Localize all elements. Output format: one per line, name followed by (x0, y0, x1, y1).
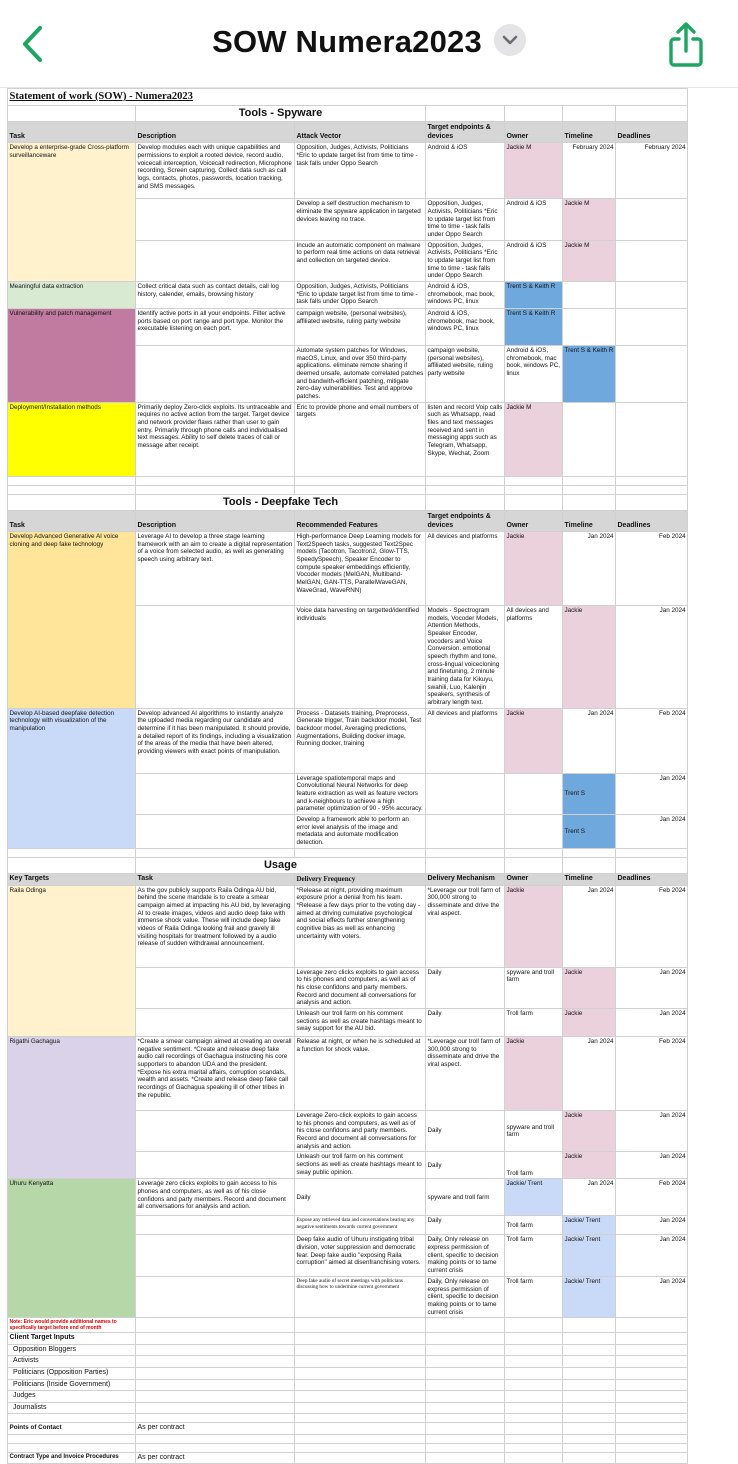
column-header: Owner (505, 511, 563, 532)
note-cell[interactable]: Note: Eric would provide additional names to specifically target before end of month (8, 1318, 136, 1333)
cell-features[interactable]: Process - Datasets training, Preprocess, Generate trigger, Train backdoor model, Test backdoor model, Averaging predictions, Augmentations, Building docker image, Running docker, training (295, 708, 426, 773)
cell-targets[interactable]: Models - Spectrogram models, Vocoder Models, Attention Methods, Speaker Encoder, vocoders and Voice Conversion. emotional speech rhythm and tone, cross-lingual voicecloning and finetuning, 2 minute training data for Kikuyu, swahili, Luo, Kalenjin speakers, synthesis of arbitrary length text. (426, 606, 505, 709)
cell-timeline[interactable]: Jackie (563, 606, 616, 709)
cell-task[interactable]: As the gov publicly supports Raila Odinga AU bid, behind the scene mandate is to create a smear campaign aimed at impacting his AU bid, by leveraging AI to create images, videos and audio deep fake with immense shock value. These will include deep fake videos of Raila Odinga looking frail and gravely ill visiting hospitals for treatment followed by a audio release of sudden withdrawal announcement. (136, 885, 295, 967)
cell-deadline[interactable]: February 2024 (616, 143, 688, 199)
cell-frequency[interactable]: Leverage zero clicks exploits to gain access to his phones and computers, as well as of his close confidons and party members. Record and document all conversations for analysis and action. (295, 967, 426, 1008)
cell-timeline[interactable]: Jackie (563, 967, 616, 1008)
share-button[interactable] (666, 22, 706, 68)
cell-timeline[interactable]: Jan 2024 (563, 1179, 616, 1216)
cell-owner[interactable]: Jackie (505, 708, 563, 773)
list-item[interactable]: Judges (8, 1391, 136, 1403)
cell-description[interactable]: Develop modules each with unique capabilities and permissions to exploit a rooted device, record audio, voicecall interception, Voicecall redirection, Microphone recording, Screen capturing. Collect data such as call logs, contacts, photos, passwords, location tracking, and SMS messages. (136, 143, 295, 199)
cell-owner[interactable]: Jackie (505, 532, 563, 606)
cell-target[interactable]: Raila Odinga (8, 885, 136, 1036)
cell-deadline[interactable]: Jan 2024 (616, 1276, 688, 1317)
cell-timeline[interactable]: Jackie M (563, 199, 616, 240)
cell-timeline[interactable]: Jackie M (563, 240, 616, 281)
cell-frequency[interactable]: Deep fake audio of secret meetings with politicians discussing how to undermine current government (295, 1276, 426, 1317)
contract-type-label: Contract Type and Invoice Procedures (8, 1452, 136, 1464)
column-header: Task (8, 122, 136, 143)
column-header: Timeline (563, 511, 616, 532)
cell-owner[interactable]: All devices and platforms (505, 606, 563, 709)
cell-owner[interactable]: Jackie/ Trent (505, 1179, 563, 1216)
cell-timeline[interactable]: Jackie/ Trent (563, 1276, 616, 1317)
cell-deadline[interactable]: Jan 2024 (616, 967, 688, 1008)
cell-mechanism[interactable]: Daily (426, 1152, 505, 1179)
column-header: Attack Vector (295, 122, 426, 143)
cell-mechanism[interactable]: Daily (426, 967, 505, 1008)
cell-owner[interactable]: Troll farm (505, 1216, 563, 1235)
cell-mechanism[interactable]: Daily (426, 1216, 505, 1235)
cell-deadline[interactable]: Jan 2024 (616, 1009, 688, 1037)
cell-target[interactable]: Rigathi Gachagua (8, 1037, 136, 1179)
list-item[interactable]: Politicians (Inside Government) (8, 1379, 136, 1391)
table-row (8, 532, 688, 606)
table-row (8, 885, 688, 967)
column-header: Deadlines (616, 122, 688, 143)
contract-type-value[interactable]: As per contract (136, 1452, 295, 1464)
cell-task[interactable]: Meaningful data extraction (8, 281, 136, 308)
column-header: Description (136, 122, 295, 143)
cell-owner[interactable]: Jackie (505, 885, 563, 967)
table-row (8, 708, 688, 773)
cell-owner[interactable]: spyware and troll farm (505, 967, 563, 1008)
cell-task[interactable]: Leverage zero clicks exploits to gain access to his phones and computers, as well as of his close confidons and party members. Record and document all conversations for analysis and action. (136, 1179, 295, 1216)
cell-timeline[interactable]: Trent S & Keith R (563, 345, 616, 402)
cell-targets[interactable]: Opposition, Judges, Activists, Politicians *Eric to update target list from time to time - task falls under Oppo Search (426, 240, 505, 281)
cell-timeline[interactable]: Jackie/ Trent (563, 1235, 616, 1276)
table-row (8, 143, 688, 199)
section-title-deepfake: Tools - Deepfake Tech (136, 494, 426, 510)
section-title-spyware: Tools - Spyware (136, 105, 426, 121)
cell-owner[interactable]: Jackie M (505, 402, 563, 476)
spreadsheet[interactable] (7, 88, 687, 1464)
cell-task[interactable]: Develop Advanced Generative AI voice cloning and deep fake technology (8, 532, 136, 709)
cell-frequency[interactable]: Daily (295, 1179, 426, 1216)
table-row (8, 308, 688, 345)
cell-owner[interactable]: Android & iOS, chromebook, mac book, windows PC, linux (505, 345, 563, 402)
cell-description[interactable]: Collect critical data such as contact details, call log history, calender, emails, browsing history (136, 281, 295, 308)
cell-targets[interactable]: Android & iOS, chromebook, mac book, windows PC, linux (426, 308, 505, 345)
column-header: Task (8, 511, 136, 532)
top-bar (0, 0, 738, 88)
cell-targets[interactable]: campaign website, (personal websites), affiliated website, ruling party website (426, 345, 505, 402)
chevron-down-icon (502, 34, 518, 46)
column-header: Delivery Frequency (295, 874, 426, 886)
cell-targets[interactable]: All devices and platforms (426, 708, 505, 773)
cell-deadline[interactable]: Feb 2024 (616, 1037, 688, 1111)
cell-deadline[interactable]: Jan 2024 (616, 773, 688, 814)
cell-features[interactable]: Leverage spatiotemporal maps and Convolutional Neural Networks for deep feature extraction as well as feature vectors and k-neighbours to achieve a high parameter optimization of 90 - 95% accuracy. (295, 773, 426, 814)
cell-features[interactable]: Voice data harvesting on targetted/identified individuals (295, 606, 426, 709)
cell-vector[interactable]: Develop a self destruction mechanism to eliminate the spyware application in targeted devices leaving no trace. (295, 199, 426, 240)
cell-vector[interactable]: Opposition, Judges, Activists, Politicians *Eric to update target list from time to time - task falls under Oppo Search (295, 281, 426, 308)
cell-deadline[interactable]: Jan 2024 (616, 1152, 688, 1179)
cell-frequency[interactable]: Unleash our troll farm on his comment sections as well as create hashtags meant to sway support for the AU bid. (295, 1009, 426, 1037)
cell-vector[interactable]: Incude an automatic component on malware to perform real time actions on data retrieval and collection on targeted device. (295, 240, 426, 281)
cell-targets[interactable]: Opposition, Judges, Activists, Politicians *Eric to update target list from time to time - task falls under Oppo Search (426, 199, 505, 240)
cell-owner[interactable]: Android & iOS (505, 199, 563, 240)
cell-owner[interactable]: Troll farm (505, 1152, 563, 1179)
column-header: Description (136, 511, 295, 532)
cell-description[interactable]: Primarily deploy Zero-click exploits. Its untraceable and requires no active action from the target. Target device and network provider flaws rather than user to gain entry. Primarily through phone calls and individualised text messages. Ability to self delete traces of call or message after receipt. (136, 402, 295, 476)
cell-owner[interactable]: Jackie M (505, 143, 563, 199)
column-header: Recommended Features (295, 511, 426, 532)
cell-owner[interactable]: spyware and troll farm (505, 1111, 563, 1152)
list-item[interactable]: Activists (8, 1356, 136, 1368)
cell-deadline[interactable]: Jan 2024 (616, 815, 688, 849)
cell-description[interactable]: Develop advanced AI algorithms to instantly analyze the uploaded media regarding our candidate and determine if it has been manipulated. It should provide, a detailed report of its findings, including a visualization of the areas of the media that have been altered, providing viewers with exact points of manipulation. (136, 708, 295, 773)
cell-timeline[interactable]: Jackie (563, 1111, 616, 1152)
cell-owner[interactable]: Trent S & Keith R (505, 308, 563, 345)
cell-timeline[interactable]: Jackie/ Trent (563, 1216, 616, 1235)
column-header: Delivery Mechanism (426, 874, 505, 886)
column-header: Owner (505, 874, 563, 886)
cell-frequency[interactable]: Expose any retrieved data and conversations bearing any negative sentiments towards current government (295, 1216, 426, 1235)
cell-vector[interactable]: campaign website, (personal websites), affiliated website, ruling party website (295, 308, 426, 345)
client-inputs-heading: Client Target Inputs (8, 1333, 136, 1345)
cell-deadline[interactable]: Jan 2024 (616, 1111, 688, 1152)
cell-mechanism[interactable]: *Leverage our troll farm of 300,000 strong to disseminate and drive the viral aspect. (426, 1037, 505, 1111)
list-item[interactable]: Journalists (8, 1402, 136, 1414)
cell-task[interactable]: Vulnerability and patch management (8, 308, 136, 402)
column-header: Deadlines (616, 511, 688, 532)
cell-owner[interactable]: Jackie (505, 1037, 563, 1111)
cell-targets[interactable]: listen and record Voip calls such as Whatsapp, read files and text messages received and sent in messaging apps such as Telegram, Whatsapp, Skype, Wechat, Zoom (426, 402, 505, 476)
cell-targets[interactable]: Android & iOS, chromebook, mac book, windows PC, linux (426, 281, 505, 308)
column-header: Target endpoints & devices (426, 511, 505, 532)
column-header: Deadlines (616, 874, 688, 886)
points-of-contact-label: Points of Contact (8, 1423, 136, 1435)
cell-timeline[interactable]: Trent S (563, 815, 616, 849)
cell-task[interactable]: Develop AI-based deepfake detection technology with visualization of the manipulation (8, 708, 136, 848)
cell-owner[interactable]: Troll farm (505, 1235, 563, 1276)
cell-mechanism[interactable]: Daily (426, 1111, 505, 1152)
title-menu-button[interactable] (494, 24, 526, 56)
section-title-usage: Usage (136, 857, 426, 873)
cell-deadline[interactable]: Jan 2024 (616, 1216, 688, 1235)
column-header: Owner (505, 122, 563, 143)
cell-targets[interactable]: Android & iOS (426, 143, 505, 199)
sow-title: Statement of work (SOW) - Numera2023 (8, 89, 688, 106)
cell-features[interactable]: Develop a framework able to perform an error level analysis of the image and metadata and automate modification detection. (295, 815, 426, 849)
cell-owner[interactable]: Troll farm (505, 1009, 563, 1037)
cell-deadline[interactable]: Jan 2024 (616, 606, 688, 709)
cell-deadline[interactable]: Feb 2024 (616, 885, 688, 967)
cell-owner[interactable]: Troll farm (505, 1276, 563, 1317)
cell-mechanism[interactable]: Daily (426, 1009, 505, 1037)
cell-vector[interactable]: Opposition, Judges, Activists, Politicians *Eric to update target list from time to time - task falls under Oppo Search (295, 143, 426, 199)
column-header: Target endpoints & devices (426, 122, 505, 143)
cell-description[interactable]: Identify active ports in all your endpoints. Filter active ports based on port range and port type. Monitor the executable listening on each port. (136, 308, 295, 345)
cell-task[interactable]: *Create a smear campaign aimed at creating an overall negative sentiment. *Create and release deep fake audio call recordings of Gachagua instructing his core supporters to abandon UDA and the president. *Expose his extra marital affairs, corruption scandals, wealth and assets. *Create and release deep fake call recordings of Gachagua speaking ill of other tribes in the republic. (136, 1037, 295, 1111)
cell-frequency[interactable]: Deep fake audio of Uhuru instigating tribal division, voter suppression and democratic fear. Deep fake audio "exposing Raila corruption" aimed at disenfranchising voters. (295, 1235, 426, 1276)
cell-deadline[interactable]: Feb 2024 (616, 532, 688, 606)
cell-mechanism[interactable]: Daily, Only release on express permission of client, specific to decision making points or to tame current crisis (426, 1235, 505, 1276)
column-header: Timeline (563, 874, 616, 886)
cell-deadline[interactable]: Jan 2024 (616, 1235, 688, 1276)
cell-mechanism[interactable]: *Leverage our troll farm of 300,000 strong to disseminate and drive the viral aspect. (426, 885, 505, 967)
column-header: Timeline (563, 122, 616, 143)
table-row (8, 1318, 688, 1333)
cell-vector[interactable]: Automate system patches for Windows, macOS, Linux, and over 350 third-party applications. eliminate remote sharing if deemed unsafe, automate correlated patches and bandwith-efficient patching, mitigate zero-day vulnerabilities. Test and approve patches. (295, 345, 426, 402)
table-row (8, 1037, 688, 1111)
cell-timeline[interactable]: February 2024 (563, 143, 616, 199)
list-item[interactable]: Opposition Bloggers (8, 1344, 136, 1356)
cell-owner[interactable]: Trent S & Keith R (505, 281, 563, 308)
cell-deadline[interactable]: Feb 2024 (616, 1179, 688, 1216)
column-header: Task (136, 874, 295, 886)
table-row (8, 1179, 688, 1216)
cell-frequency[interactable]: *Release at night, providing maximum exposure prior a denial from his team. *Release a few days prior to the voting day - aimed at driving cumulative psychological and social effects further strengthening cognitive bias as well as enhancing uncertainty with voters. (295, 885, 426, 967)
cell-task[interactable]: Deployment/Installation methods (8, 402, 136, 476)
cell-mechanism[interactable]: Daily, Only release on express permission of client, specific to decision making points or to tame current crisis (426, 1276, 505, 1317)
list-item[interactable]: Politicians (Opposition Parties) (8, 1367, 136, 1379)
document-title: SOW Numera2023 (212, 24, 482, 59)
cell-targets[interactable]: All devices and platforms (426, 532, 505, 606)
cell-frequency[interactable]: Release at night, or when he is scheduled at a function for shock value. (295, 1037, 426, 1111)
cell-task[interactable]: Develop a enterprise-grade Cross-platform surveillanceware (8, 143, 136, 282)
cell-features[interactable]: High-performance Deep Learning models for Text2Speech tasks, suggested Text2Spec models (Tacotron, Tacotron2, Glow-TTS, SpeedySpeech), Speaker Encoder to compute speaker embeddings efficiently, Vocoder models (MelGAN, Multiband-MelGAN, GAN-TTS, ParallelWaveGAN, WaveGrad, WaveRNN) (295, 532, 426, 606)
cell-timeline[interactable]: Jan 2024 (563, 708, 616, 773)
cell-timeline[interactable]: Jan 2024 (563, 532, 616, 606)
cell-mechanism[interactable]: spyware and troll farm (426, 1179, 505, 1216)
cell-frequency[interactable]: Leverage Zero-click exploits to gain access to his phones and computers, as well as of his close confidons and party members. Record and document all conversations for analysis and action. (295, 1111, 426, 1152)
cell-timeline[interactable]: Jan 2024 (563, 1037, 616, 1111)
cell-owner[interactable]: Android & iOS (505, 240, 563, 281)
cell-frequency[interactable]: Unleash our troll farm on his comment sections as well as create hashtags meant to sway public opinion. (295, 1152, 426, 1179)
table-row (8, 402, 688, 476)
points-of-contact-value[interactable]: As per contract (136, 1423, 295, 1435)
cell-description[interactable]: Leverage AI to develop a three stage learning framework with an aim to create a digital representation of a voice from selected audio, as well as generating speech using arbitrary text. (136, 532, 295, 606)
table-row (8, 281, 688, 308)
share-icon (666, 22, 706, 68)
cell-timeline[interactable]: Jan 2024 (563, 885, 616, 967)
cell-timeline[interactable]: Jackie (563, 1152, 616, 1179)
cell-timeline[interactable]: Jackie (563, 1009, 616, 1037)
cell-vector[interactable]: Eric to provide phone and email numbers of targets (295, 402, 426, 476)
cell-target[interactable]: Uhuru Kenyatta (8, 1179, 136, 1318)
column-header: Key Targets (8, 874, 136, 886)
cell-timeline[interactable]: Trent S (563, 773, 616, 814)
cell-deadline[interactable]: Feb 2024 (616, 708, 688, 773)
sow-table (7, 88, 688, 1464)
